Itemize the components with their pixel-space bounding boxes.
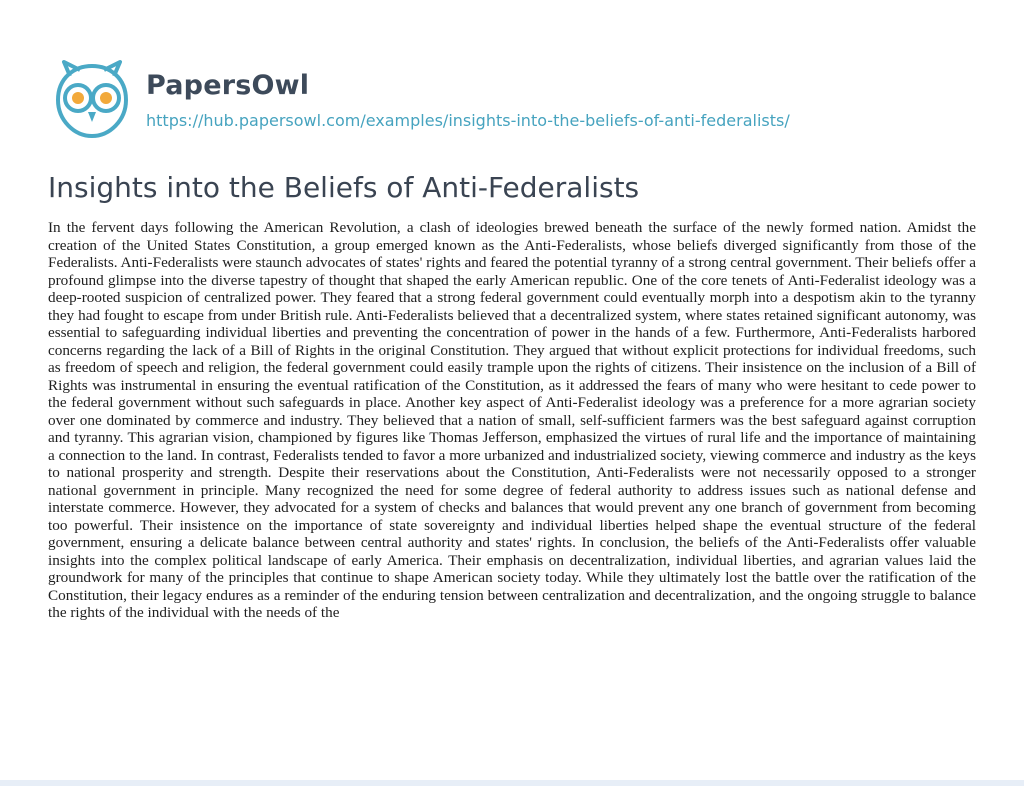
site-header — [48, 56, 790, 144]
source-url-link[interactable]: https://hub.papersowl.com/examples/insights-into-the-beliefs-of-anti-federalists/ — [146, 111, 790, 130]
brand-block — [146, 69, 790, 131]
brand-name[interactable]: PapersOwl — [146, 70, 310, 101]
owl-face-icon — [48, 56, 136, 144]
article-body: In the fervent days following the American Revolution, a clash of ideologies brewed beneath the surface of the newly formed nation. Amidst the creation of the United States Constitution, a group emerged known as the Anti-Federalists, whose beliefs diverged significantly from those of the Federalists. Anti-Federalists were staunch advocates of states' rights and feared the potential tyranny of a strong central government. Their beliefs offer a profound glimpse into the diverse tapestry of thought that shaped the early American republic. One of the core tenets of Anti-Federalist ideology was a deep-rooted suspicion of centralized power. They feared that a strong federal government could eventually morph into a despotism akin to the tyranny they had fought to escape from under British rule. Anti-Federalists believed that a decentralized system, where states retained significant autonomy, was essential to safeguarding individual liberties and preventing the concentration of power in the hands of a few. Furthermore, Anti-Federalists harbored concerns regarding the lack of a Bill of Rights in the original Constitution. They argued that without explicit protections for individual freedoms, such as freedom of speech and religion, the federal government could easily trample upon the rights of citizens. Their insistence on the inclusion of a Bill of Rights was instrumental in ensuring the eventual ratification of the Constitution, as it addressed the fears of many who were hesitant to cede power to the federal government without such safeguards in place. Another key aspect of Anti-Federalist ideology was a preference for a more agrarian society over one dominated by commerce and industry. They believed that a nation of small, self-sufficient farmers was the best safeguard against corruption and tyranny. This agrarian vision, championed by figures like Thomas Jefferson, emphasized the virtues of rural life and the importance of maintaining a connection to the land. In contrast, Federalists tended to favor a more urbanized and industrialized society, viewing commerce and industry as the keys to national prosperity and strength. Despite their reservations about the Constitution, Anti-Federalists were not necessarily opposed to a stronger national government in principle. Many recognized the need for some degree of federal authority to address issues such as national defense and interstate commerce. However, they advocated for a system of checks and balances that would prevent any one branch of government from becoming too powerful. Their insistence on the importance of state sovereignty and individual liberties helped shape the eventual structure of the federal government, ensuring a delicate balance between central authority and states' rights. In conclusion, the beliefs of the Anti-Federalists offer valuable insights into the complex political landscape of early America. Their emphasis on decentralization, individual liberties, and agrarian values laid the groundwork for many of the principles that continue to shape American society today. While they ultimately lost the battle over the ratification of the Constitution, their legacy endures as a reminder of the enduring tension between centralization and decentralization, and the ongoing struggle to balance the rights of the individual with the needs of the — [48, 219, 976, 621]
article-title: Insights into the Beliefs of Anti-Federalists — [48, 171, 640, 204]
